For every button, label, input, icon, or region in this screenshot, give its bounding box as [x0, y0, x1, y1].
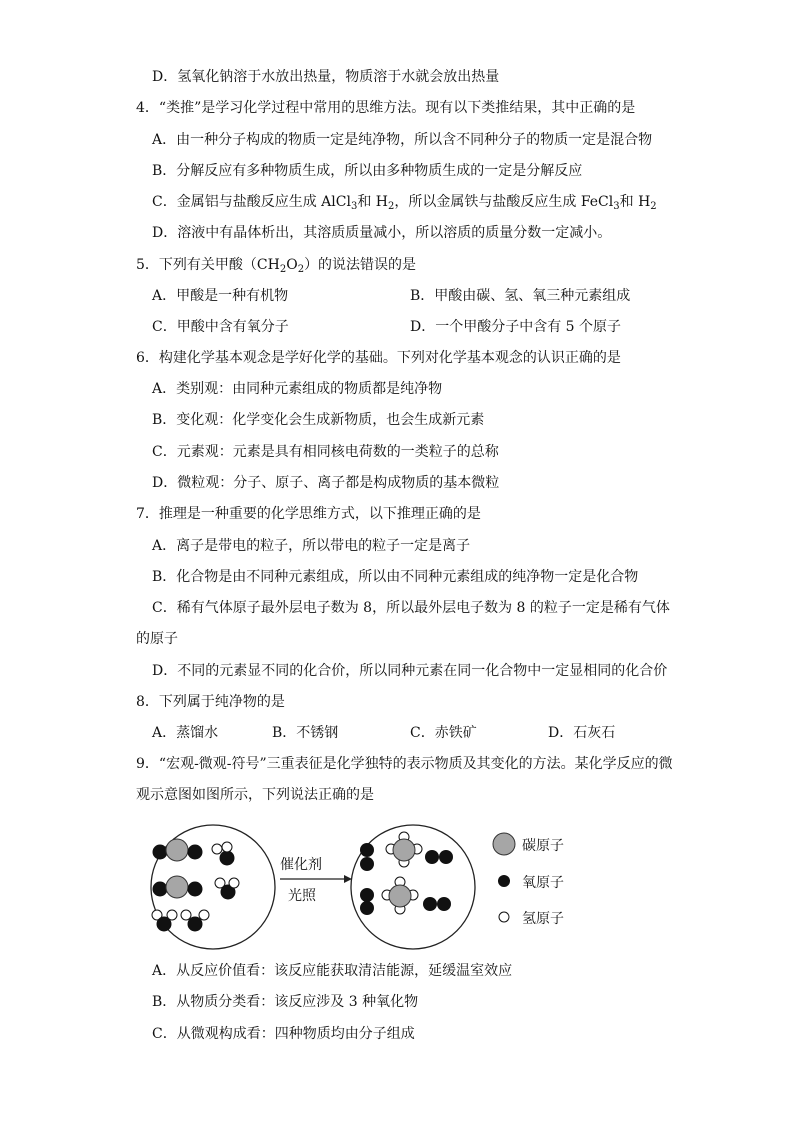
legend-oxygen-icon — [498, 875, 510, 887]
q4-option-b: B．分解反应有多种物质生成，所以由多种物质生成的一定是分解反应 — [152, 163, 583, 179]
q6-option-c: C．元素观：元素是具有相同核电荷数的一类粒子的总称 — [152, 444, 499, 460]
q5-option-c: C．甲酸中含有氧分子 — [152, 319, 289, 335]
q8-stem: 8．下列属于纯净物的是 — [136, 694, 285, 710]
q4-option-c: C．金属铝与盐酸反应生成 AlCl$_3$和 $H_2$，所以金属铁与盐酸反应生成 FeCl$_3$和 $H_2$ — [152, 194, 657, 212]
q8-option-b: B．不锈钢 — [272, 725, 339, 741]
q6-stem: 6．构建化学基本观念是学好化学的基础。下列对化学基本观念的认识正确的是 — [136, 350, 621, 366]
q7-option-a: A．离子是带电的粒子，所以带电的粒子一定是离子 — [152, 538, 471, 554]
q7-option-c-line2: 的原子 — [136, 631, 178, 647]
legend-carbon-label: 碳原子 — [522, 838, 564, 854]
legend-oxygen-label: 氧原子 — [522, 875, 564, 891]
q4-option-a: A．由一种分子构成的物质一定是纯净物，所以含不同种分子的物质一定是混合物 — [152, 132, 653, 148]
q4-option-d: D．溶液中有晶体析出，其溶质质量减小，所以溶质的质量分数一定减小。 — [152, 225, 612, 241]
q8-option-c: C．赤铁矿 — [410, 725, 477, 741]
legend-carbon-icon — [493, 833, 515, 855]
q9-stem-line1: 9．“宏观-微观-符号”三重表征是化学独特的表示物质及其变化的方法。某化学反应的微 — [136, 756, 673, 772]
legend-hydrogen-label: 氢原子 — [522, 911, 564, 927]
q7-option-c-line1: C．稀有气体原子最外层电子数为 8，所以最外层电子数为 8 的粒子一定是稀有气体 — [152, 600, 670, 616]
q8-option-a: A．蒸馏水 — [152, 725, 219, 741]
reaction-diagram — [148, 822, 598, 952]
legend-hydrogen-icon — [499, 912, 509, 922]
q9-option-c: C．从微观构成看：四种物质均由分子组成 — [152, 1026, 415, 1042]
q5-stem: 5．下列有关甲酸$(CH_2O_2)$的说法错误的是 — [136, 257, 417, 275]
q7-option-d: D．不同的元素显不同的化合价，所以同种元素在同一化合物中一定显相同的化合价 — [152, 663, 668, 679]
q3-option-d: D．氢氧化钠溶于水放出热量，物质溶于水就会放出热量 — [152, 69, 500, 85]
reaction-condition-catalyst: 催化剂 — [280, 857, 322, 873]
q6-option-d: D．微粒观：分子、原子、离子都是构成物质的基本微粒 — [152, 475, 500, 491]
q9-option-b: B．从物质分类看：该反应涉及 3 种氧化物 — [152, 994, 419, 1010]
q5-option-d: D．一个甲酸分子中含有 5 个原子 — [410, 319, 622, 335]
q6-option-a: A．类别观：由同种元素组成的物质都是纯净物 — [152, 381, 443, 397]
q6-option-b: B．变化观：化学变化会生成新物质，也会生成新元素 — [152, 412, 485, 428]
q7-option-b: B．化合物是由不同种元素组成，所以由不同种元素组成的纯净物一定是化合物 — [152, 569, 639, 585]
reaction-condition-light: 光照 — [288, 888, 316, 904]
q9-stem-line2: 观示意图如图所示，下列说法正确的是 — [136, 787, 374, 803]
q5-option-a: A．甲酸是一种有机物 — [152, 288, 289, 304]
q8-option-d: D．石灰石 — [548, 725, 616, 741]
q7-stem: 7．推理是一种重要的化学思维方式，以下推理正确的是 — [136, 506, 481, 522]
q5-option-b: B．甲酸由碳、氢、氧三种元素组成 — [410, 288, 631, 304]
q9-option-a: A．从反应价值看：该反应能获取清洁能源，延缓温室效应 — [152, 963, 513, 979]
q4-stem: 4．“类推”是学习化学过程中常用的思维方法。现有以下类推结果，其中正确的是 — [136, 100, 636, 116]
